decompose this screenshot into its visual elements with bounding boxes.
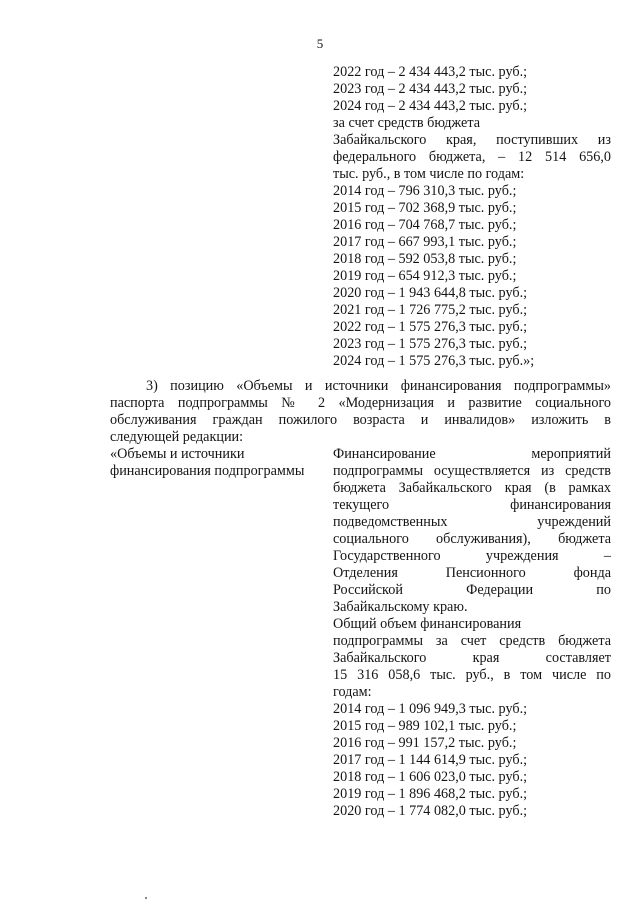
year-amount-line: 2021 год – 1 726 775,2 тыс. руб.; xyxy=(333,302,528,318)
text-line: 2023 год – 2 434 443,2 тыс. руб.; xyxy=(333,81,528,97)
text-line: 2022 год – 2 434 443,2 тыс. руб.; xyxy=(333,64,528,80)
table-text-line: Отделения Пенсионного фонда xyxy=(333,565,611,581)
paragraph-line: следующей редакции: xyxy=(110,429,244,445)
text-line: тыс. руб., в том числе по годам: xyxy=(333,166,525,182)
table-text-line: Финансирование мероприятий xyxy=(333,446,611,462)
year-amount-line: 2018 год – 592 053,8 тыс. руб.; xyxy=(333,251,517,267)
year-amount-line: 2016 год – 704 768,7 тыс. руб.; xyxy=(333,217,517,233)
table-left-cell xyxy=(110,446,320,480)
year-amount-line: 2016 год – 991 157,2 тыс. руб.; xyxy=(333,735,517,751)
year-amount-line: 2018 год – 1 606 023,0 тыс. руб.; xyxy=(333,769,528,785)
year-amount-line: 2022 год – 1 575 276,3 тыс. руб.; xyxy=(333,319,528,335)
year-amount-line: 2017 год – 667 993,1 тыс. руб.; xyxy=(333,234,517,250)
table-label-line: «Объемы и источники xyxy=(110,446,245,462)
table-text-line: социального обслуживания), бюджета xyxy=(333,531,611,547)
table-label-line: финансирования подпрограммы xyxy=(110,463,305,479)
funding-continuation-block xyxy=(333,64,611,370)
text-line: за счет средств бюджета xyxy=(333,115,481,131)
table-text-line: подпрограммы за счет средств бюджета xyxy=(333,633,611,649)
paragraph-line: 3) позицию «Объемы и источники финансирования подпрограммы» xyxy=(146,378,611,394)
table-text-line: Забайкальскому краю. xyxy=(333,599,468,615)
year-amount-line: 2020 год – 1 943 644,8 тыс. руб.; xyxy=(333,285,528,301)
year-amount-line: 2017 год – 1 144 614,9 тыс. руб.; xyxy=(333,752,528,768)
year-amount-line: 2019 год – 654 912,3 тыс. руб.; xyxy=(333,268,517,284)
table-text-line: годам: xyxy=(333,684,372,700)
table-text-line: бюджета Забайкальского края (в рамках xyxy=(333,480,611,496)
year-amount-line: 2019 год – 1 896 468,2 тыс. руб.; xyxy=(333,786,528,802)
text-line: Забайкальского края, поступивших из xyxy=(333,132,611,148)
table-text-line: текущего финансирования xyxy=(333,497,611,513)
year-amount-line: 2014 год – 1 096 949,3 тыс. руб.; xyxy=(333,701,528,717)
year-amount-line: 2015 год – 989 102,1 тыс. руб.; xyxy=(333,718,517,734)
text-line: 2024 год – 2 434 443,2 тыс. руб.; xyxy=(333,98,528,114)
table-text-line: подпрограммы осуществляется из средств xyxy=(333,463,611,479)
table-text-line: Государственного учреждения – xyxy=(333,548,611,564)
table-text-line: 15 316 058,6 тыс. руб., в том числе по xyxy=(333,667,611,683)
paragraph-line: паспорта подпрограммы № 2 «Модернизация и развитие социального xyxy=(110,395,611,411)
paragraph-line: обслуживания граждан пожилого возраста и инвалидов» изложить в xyxy=(110,412,611,428)
scan-speck xyxy=(145,897,147,899)
table-right-cell xyxy=(333,446,611,820)
year-amount-line: 2023 год – 1 575 276,3 тыс. руб.; xyxy=(333,336,528,352)
amendment-paragraph xyxy=(110,378,611,446)
year-amount-line: 2024 год – 1 575 276,3 тыс. руб.»; xyxy=(333,353,535,369)
year-amount-line: 2020 год – 1 774 082,0 тыс. руб.; xyxy=(333,803,528,819)
year-amount-line: 2014 год – 796 310,3 тыс. руб.; xyxy=(333,183,517,199)
table-text-line: Общий объем финансирования xyxy=(333,616,522,632)
table-text-line: Российской Федерации по xyxy=(333,582,611,598)
text-line: федерального бюджета, – 12 514 656,0 xyxy=(333,149,611,165)
table-text-line: подведомственных учреждений xyxy=(333,514,611,530)
table-text-line: Забайкальского края составляет xyxy=(333,650,611,666)
year-amount-line: 2015 год – 702 368,9 тыс. руб.; xyxy=(333,200,517,216)
page-number: 5 xyxy=(316,36,324,51)
